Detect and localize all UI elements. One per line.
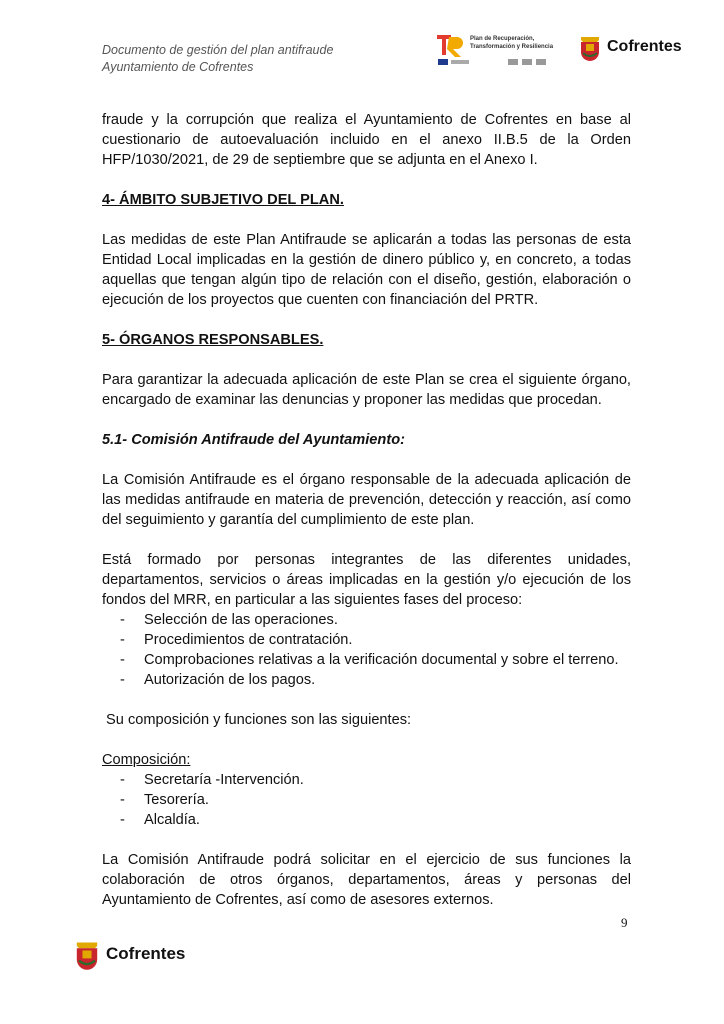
- list-item: - Secretaría -Intervención.: [102, 770, 631, 790]
- section-4-heading: 4- ÁMBITO SUBJETIVO DEL PLAN.: [102, 192, 344, 208]
- list-item: - Alcaldía.: [102, 810, 631, 830]
- paragraph-members: Está formado por personas integrantes de las diferentes unidades, departamentos, servicios o áreas implicadas en la gestión y/o ejecución de los fondos del MRR, en particular a las siguientes fases del proceso:: [102, 552, 631, 608]
- list-item: - Autorización de los pagos.: [102, 670, 631, 690]
- paragraph-intro: fraude y la corrupción que realiza el Ayuntamiento de Cofrentes en base al cuestionario de autoevaluación incluido en el anexo II.B.5 de la Orden HFP/1030/2021, de 29 de septiembre que se adjunta en el Anexo I.: [102, 112, 631, 168]
- paragraph-organs: Para garantizar la adecuada aplicación de este Plan se crea el siguiente órgano, encargado de examinar las denuncias y proponer las medidas que procedan.: [102, 372, 631, 408]
- footer-crest-icon: [73, 938, 101, 972]
- process-phases-list: [102, 610, 631, 690]
- paragraph-commission: La Comisión Antifraude es el órgano responsable de la adecuada aplicación de las medidas antifraude en materia de prevención, detección y reacción, así como del seguimiento y garantía del cumplimiento de este plan.: [102, 472, 631, 528]
- header-org-name: Ayuntamiento de Cofrentes: [102, 60, 254, 74]
- list-item: - Tesorería.: [102, 790, 631, 810]
- document-body: [102, 110, 631, 910]
- list-item: - Selección de las operaciones.: [102, 610, 631, 630]
- paragraph-collaboration: La Comisión Antifraude podrá solicitar en el ejercicio de sus funciones la colaboración de otros órganos, departamentos, áreas y personas del Ayuntamiento de Cofrentes, así como de asesores externos.: [102, 852, 631, 908]
- prtr-logo-text: Plan de Recuperación, Transformación y Resiliencia: [470, 36, 554, 50]
- gov-mini-logos-icon: [508, 58, 548, 66]
- paragraph-composition-intro: Su composición y funciones son las siguientes:: [102, 712, 412, 728]
- cofrentes-crest-icon: [578, 33, 602, 63]
- header-doc-title: Documento de gestión del plan antifraude: [102, 43, 334, 57]
- section-5-heading: 5- ÓRGANOS RESPONSABLES.: [102, 332, 324, 348]
- section-5-1-heading: 5.1- Comisión Antifraude del Ayuntamiento:: [102, 432, 405, 448]
- page-number: 9: [621, 915, 628, 930]
- footer-brand: Cofrentes: [106, 944, 186, 963]
- header-text: [102, 42, 333, 76]
- composition-list: [102, 770, 631, 830]
- paragraph-scope: Las medidas de este Plan Antifraude se aplicarán a todas las personas de esta Entidad Local implicadas en la gestión de dinero público y, en concreto, a todas aquellas que tengan algún tipo de relación con el diseño, gestión, elaboración o ejecución de los proyectos que cuenten con financiación del PRTR.: [102, 232, 631, 308]
- header-brand: Cofrentes: [607, 38, 682, 55]
- composition-label: Composición:: [102, 752, 191, 768]
- list-item: - Comprobaciones relativas a la verificación documental y sobre el terreno.: [102, 650, 631, 670]
- list-item: - Procedimientos de contratación.: [102, 630, 631, 650]
